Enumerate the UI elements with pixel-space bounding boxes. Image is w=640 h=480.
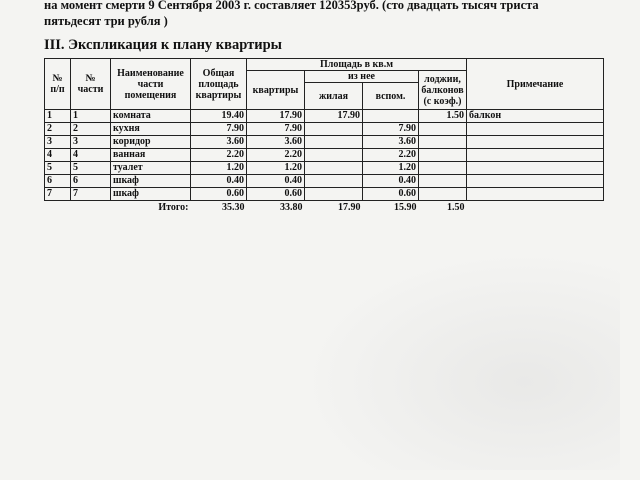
header-total-area: Общая площадь квартиры <box>191 59 247 110</box>
cell-aux: 0.60 <box>363 188 419 201</box>
cell-part: 3 <box>71 136 111 149</box>
cell-aux: 0.40 <box>363 175 419 188</box>
cell-part: 5 <box>71 162 111 175</box>
cell-num: 2 <box>45 123 71 136</box>
cell-num: 1 <box>45 110 71 123</box>
cell-part: 4 <box>71 149 111 162</box>
table-row <box>45 175 604 188</box>
cell-loggia <box>419 136 467 149</box>
header-loggia: лоджии, балконов (с коэф.) <box>419 71 467 110</box>
cell-part: 7 <box>71 188 111 201</box>
header-note: Примечание <box>467 59 604 110</box>
cell-name: шкаф <box>111 188 191 201</box>
table-row <box>45 162 604 175</box>
cell-num: 4 <box>45 149 71 162</box>
cell-part: 6 <box>71 175 111 188</box>
cell-name: шкаф <box>111 175 191 188</box>
cell-living <box>305 149 363 162</box>
cell-living <box>305 188 363 201</box>
cell-total: 7.90 <box>191 123 247 136</box>
cell-flat: 1.20 <box>247 162 305 175</box>
text-line: пятьдесят три рубля ) <box>44 14 168 28</box>
totals-living: 17.90 <box>338 202 361 213</box>
cell-total: 3.60 <box>191 136 247 149</box>
cell-num: 5 <box>45 162 71 175</box>
cell-num: 3 <box>45 136 71 149</box>
cell-loggia <box>419 188 467 201</box>
text-line: на момент смерти 9 Сентября 2003 г. составляет 120353руб. (сто двадцать тысяч триста <box>44 0 539 12</box>
cell-aux: 1.20 <box>363 162 419 175</box>
totals-aux: 15.90 <box>394 202 417 213</box>
header-area-group: Площадь в кв.м <box>247 59 467 71</box>
cell-note <box>467 188 604 201</box>
table-row <box>45 123 604 136</box>
totals-loggia: 1.50 <box>447 202 465 213</box>
cell-name: ванная <box>111 149 191 162</box>
cell-aux: 7.90 <box>363 123 419 136</box>
cell-total: 0.60 <box>191 188 247 201</box>
cell-note: балкон <box>467 110 604 123</box>
cell-part: 1 <box>71 110 111 123</box>
scan-background <box>300 250 620 470</box>
cell-note <box>467 175 604 188</box>
cell-total: 0.40 <box>191 175 247 188</box>
cell-loggia <box>419 149 467 162</box>
cell-flat: 7.90 <box>247 123 305 136</box>
cell-total: 2.20 <box>191 149 247 162</box>
cell-total: 1.20 <box>191 162 247 175</box>
section-heading: III. Экспликация к плану квартиры <box>44 37 282 53</box>
header-name: Наименование части помещения <box>111 59 191 110</box>
cell-part: 2 <box>71 123 111 136</box>
table-row <box>45 136 604 149</box>
cell-living <box>305 123 363 136</box>
header-living: жилая <box>305 83 363 110</box>
cell-aux: 2.20 <box>363 149 419 162</box>
cell-living <box>305 175 363 188</box>
cell-total: 19.40 <box>191 110 247 123</box>
cell-note <box>467 123 604 136</box>
header-flat: квартиры <box>247 71 305 110</box>
cell-name: коридор <box>111 136 191 149</box>
cell-living <box>305 162 363 175</box>
cell-flat: 2.20 <box>247 149 305 162</box>
totals-label: Итого: <box>158 202 189 213</box>
table-row <box>45 188 604 201</box>
table-row <box>45 149 604 162</box>
cell-living <box>305 136 363 149</box>
totals-total: 35.30 <box>222 202 245 213</box>
table-row <box>45 110 604 123</box>
cell-num: 6 <box>45 175 71 188</box>
cell-note <box>467 162 604 175</box>
cell-flat: 0.60 <box>247 188 305 201</box>
header-num: № п/п <box>45 59 71 110</box>
cell-loggia <box>419 162 467 175</box>
cell-name: туалет <box>111 162 191 175</box>
cell-note <box>467 149 604 162</box>
cell-num: 7 <box>45 188 71 201</box>
totals-flat: 33.80 <box>280 202 303 213</box>
cell-living: 17.90 <box>305 110 363 123</box>
cell-flat: 17.90 <box>247 110 305 123</box>
cell-name: комната <box>111 110 191 123</box>
cell-aux: 3.60 <box>363 136 419 149</box>
explication-table <box>44 58 604 214</box>
cell-loggia: 1.50 <box>419 110 467 123</box>
cell-name: кухня <box>111 123 191 136</box>
header-of-which: из нее <box>305 71 419 83</box>
cell-loggia <box>419 123 467 136</box>
cell-loggia <box>419 175 467 188</box>
preceding-text <box>44 0 539 29</box>
cell-note <box>467 136 604 149</box>
cell-flat: 0.40 <box>247 175 305 188</box>
cell-aux <box>363 110 419 123</box>
cell-flat: 3.60 <box>247 136 305 149</box>
header-aux: вспом. <box>363 83 419 110</box>
header-part: № части <box>71 59 111 110</box>
totals-row <box>45 201 604 215</box>
